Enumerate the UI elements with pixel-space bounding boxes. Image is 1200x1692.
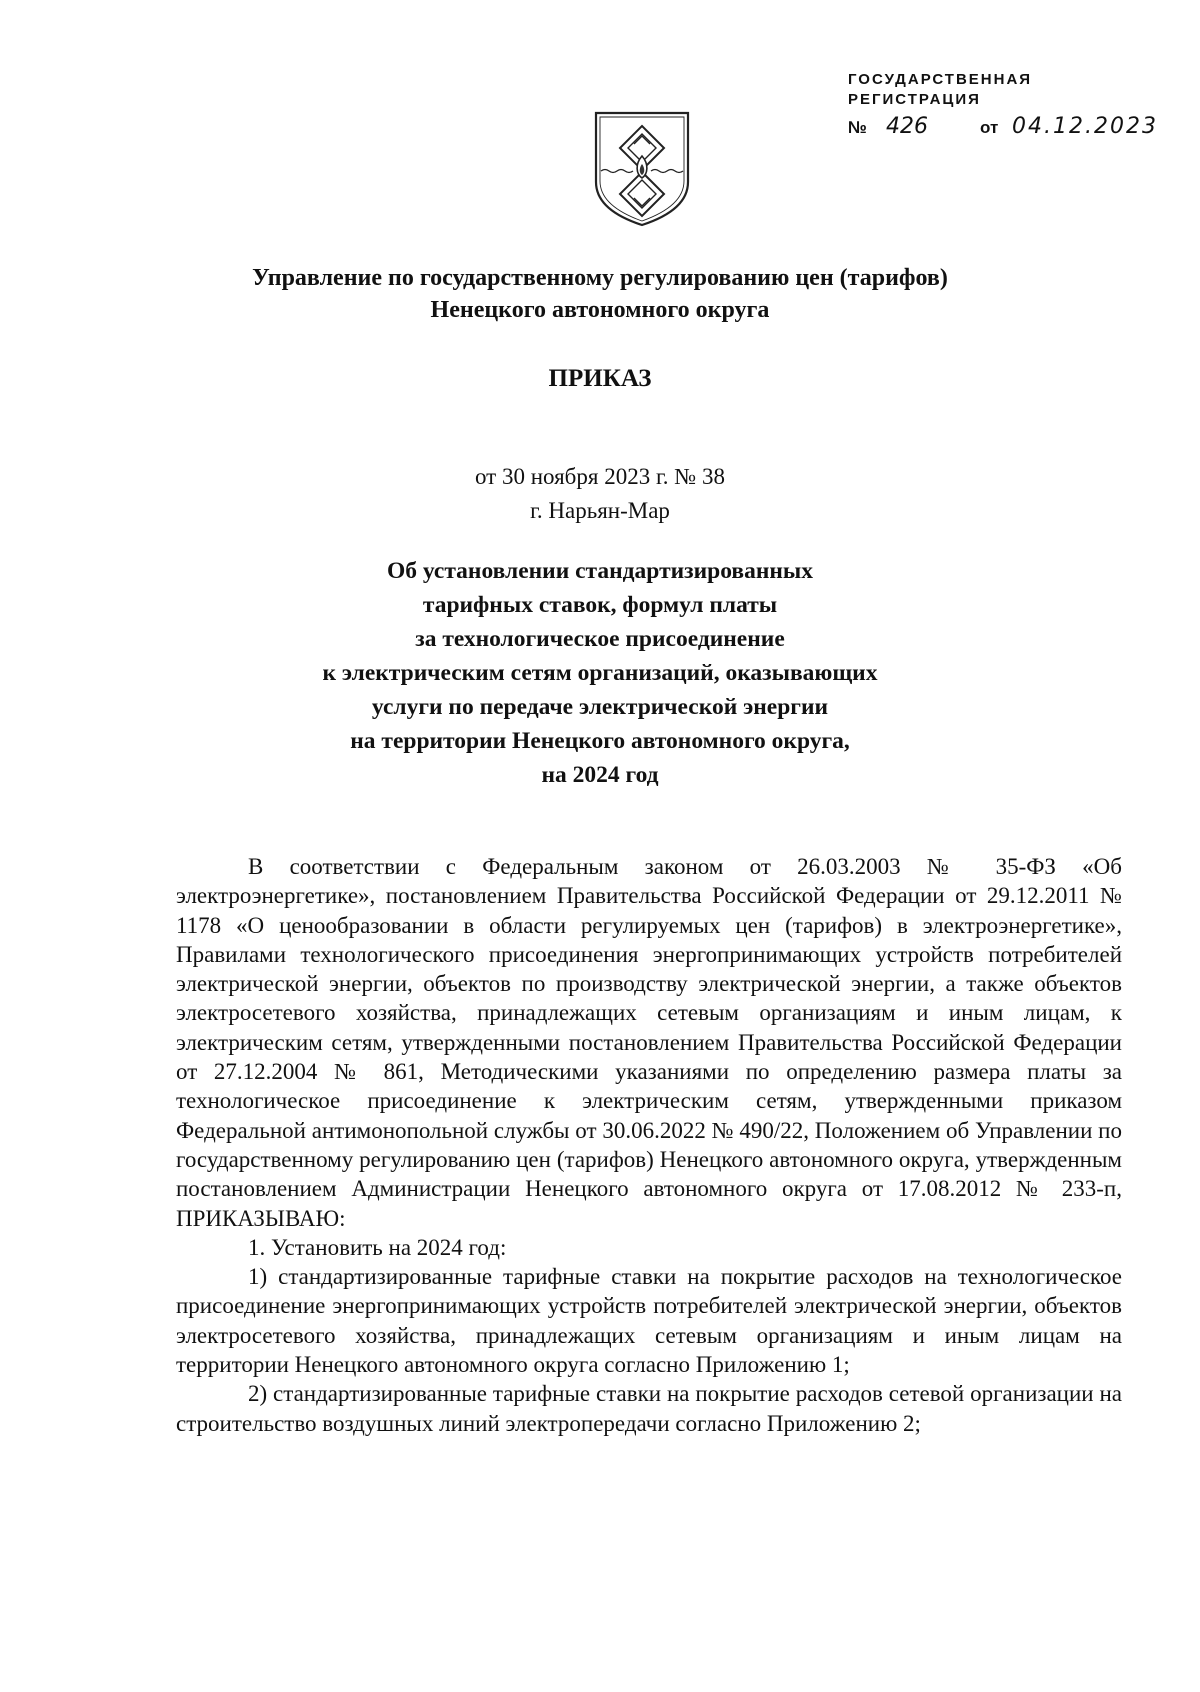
agency-name-line-2: Ненецкого автономного округа bbox=[430, 297, 770, 323]
order-date-number: от 30 ноября 2023 г. № 38 bbox=[474, 464, 725, 489]
clause-1-subitem-1: 1) стандартизированные тарифные ставки на покрытие расходов на технологическое присоединение энергопринимающих устройств потребителей электрической энергии, объектов электросетевого хозяйства, принадлежащих сетевым организациям и иным лицам на территории Ненецкого автономного округа согласно Приложению 1; bbox=[176, 1264, 1122, 1378]
subject-line: за технологическое присоединение bbox=[415, 626, 785, 652]
clause-1: 1. Установить на 2024 год: bbox=[248, 1234, 507, 1260]
preamble-paragraph: В соответствии с Федеральным законом от 26.03.2003 № 35-ФЗ «Об электроэнергетике», постановлением Правительства Российской Федерации от 29.12.2011 № 1178 «О ценообразовании в области регулируемых цен (тарифов) в электроэнергетике», Правилами технологического присоединения энергопринимающих устройств потребителей электрической энергии, объектов по производству электрической энергии, а также объектов электросетевого хозяйства, принадлежащих сетевым организациям и иным лицам, к электрическим сетям, утвержденными постановлением Правительства Российской Федерации от 27.12.2004 № 861, Методическими указаниями по определению размера платы за технологическое присоединение к электрическим сетям, утвержденными приказом Федеральной антимонопольной службы от 30.06.2022 № 490/22, Положением об Управлении по государственному регулированию цен (тарифов) Ненецкого автономного округа, утвержденным постановлением Администрации Ненецкого автономного округа от 17.08.2012 № 233-п, ПРИКАЗЫВАЮ: bbox=[176, 854, 1122, 1231]
stamp-line-1: ГОСУДАРСТВЕННАЯ bbox=[848, 71, 1033, 88]
subject-line: на 2024 год bbox=[541, 762, 659, 788]
subject-line: к электрическим сетям организаций, оказывающих bbox=[322, 660, 878, 686]
order-city: г. Нарьян-Мар bbox=[530, 498, 670, 523]
agency-name bbox=[0, 262, 1200, 326]
order-body bbox=[176, 852, 1122, 1438]
subject-line: тарифных ставок, формул платы bbox=[422, 592, 778, 618]
stamp-line-2: РЕГИСТРАЦИЯ bbox=[848, 91, 981, 108]
stamp-number: 426 bbox=[886, 114, 928, 139]
stamp-date-label: от bbox=[980, 118, 999, 137]
coat-of-arms-emblem bbox=[593, 110, 691, 228]
registration-stamp bbox=[848, 70, 1158, 144]
order-subject bbox=[0, 554, 1200, 792]
agency-name-line-1: Управление по государственному регулированию цен (тарифов) bbox=[252, 265, 948, 291]
subject-line: услуги по передаче электрической энергии bbox=[371, 694, 829, 720]
document-type: ПРИКАЗ bbox=[548, 365, 652, 392]
clause-1-subitem-2: 2) стандартизированные тарифные ставки на покрытие расходов сетевой организации на строительство воздушных линий электропередачи согласно Приложению 2; bbox=[176, 1381, 1122, 1436]
order-date-block bbox=[0, 460, 1200, 528]
stamp-date: 04.12.2023 bbox=[1012, 114, 1158, 139]
stamp-number-date-row bbox=[848, 114, 1158, 144]
stamp-number-label: № bbox=[848, 118, 867, 137]
subject-line: на территории Ненецкого автономного округа, bbox=[350, 728, 850, 754]
subject-line: Об установлении стандартизированных bbox=[386, 558, 813, 584]
